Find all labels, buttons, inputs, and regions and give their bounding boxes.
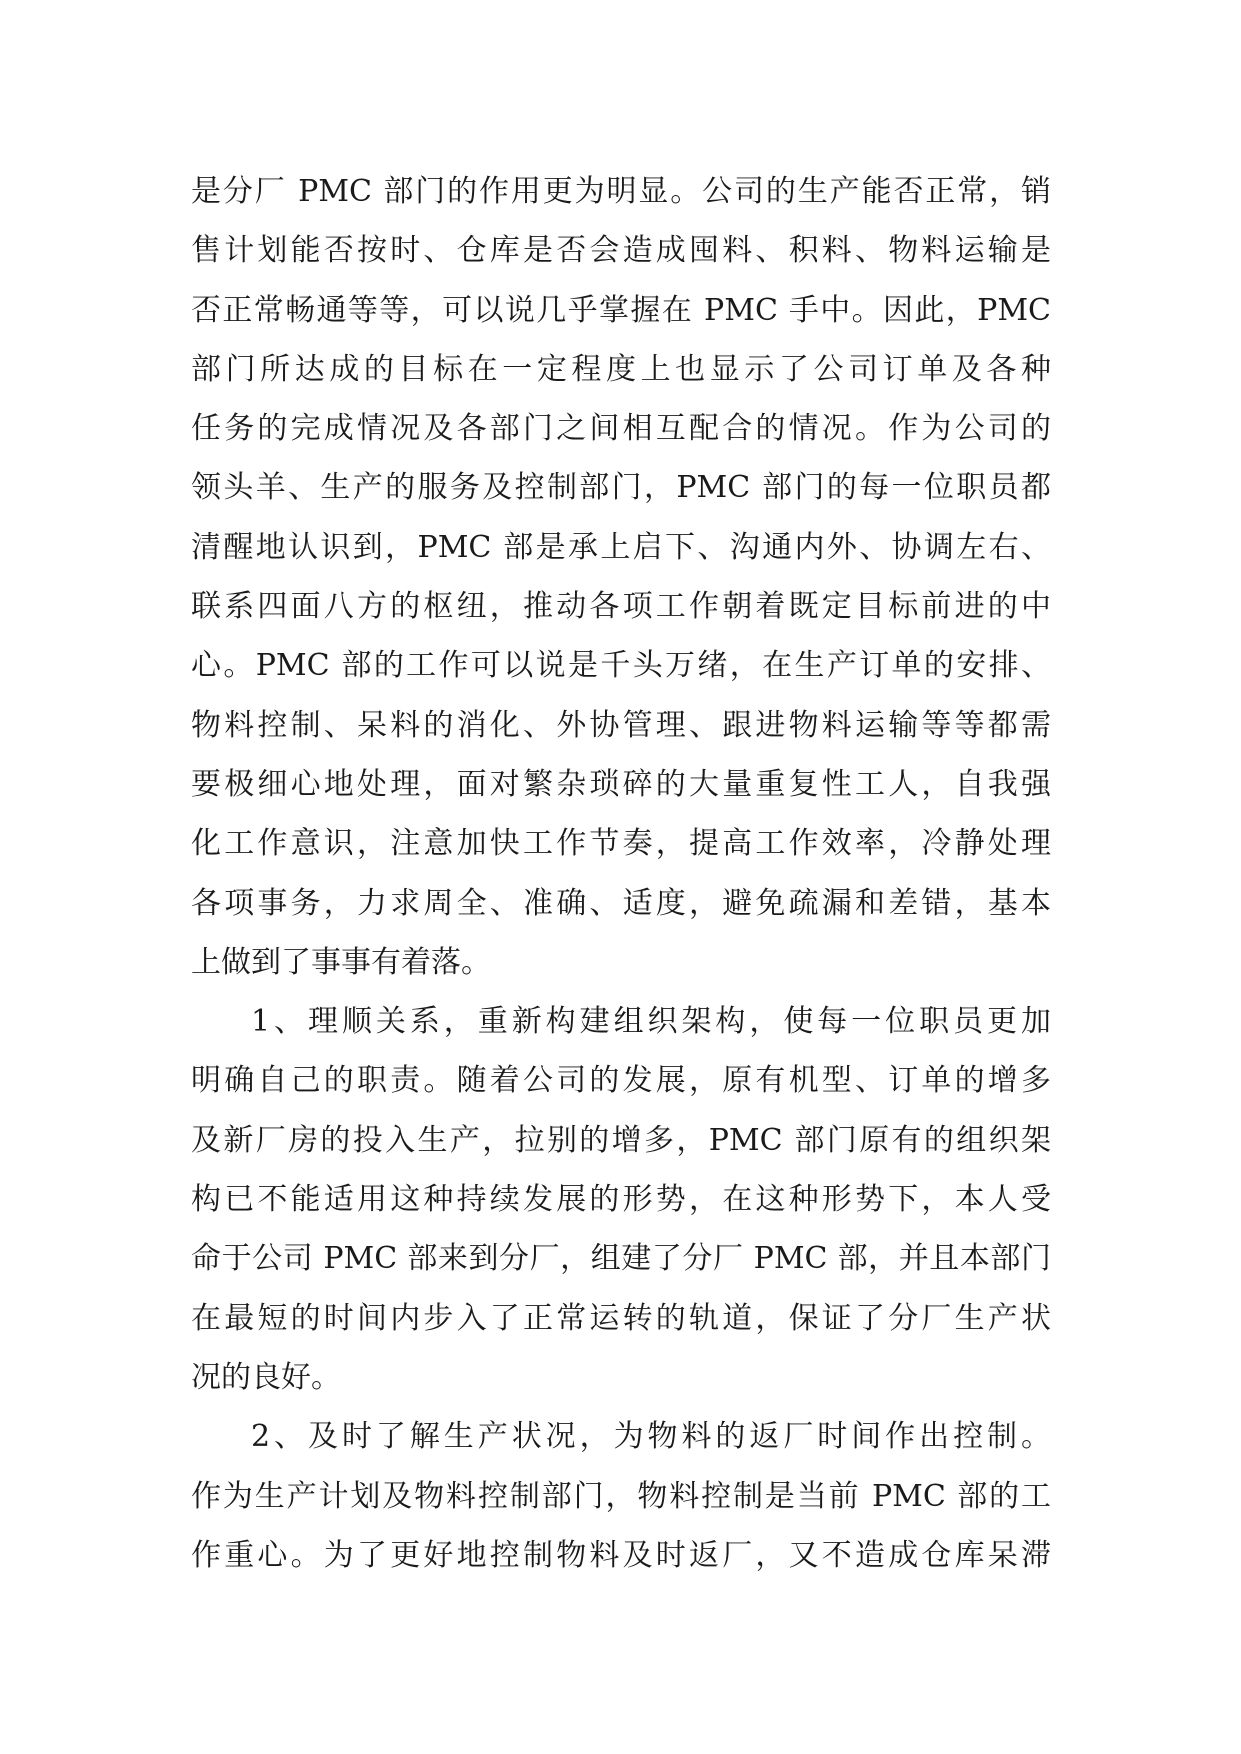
text-line: 命于公司 PMC 部来到分厂，组建了分厂 PMC 部，并且本部门 bbox=[191, 1241, 1051, 1277]
text-line: 要极细心地处理，面对繁杂琐碎的大量重复性工人，自我强 bbox=[191, 766, 1051, 802]
text-line: 售计划能否按时、仓库是否会造成囤料、积料、物料运输是 bbox=[191, 233, 1051, 269]
text-line: 各项事务，力求周全、准确、适度，避免疏漏和差错，基本 bbox=[191, 885, 1051, 921]
text-line: 联系四面八方的枢纽，推动各项工作朝着既定目标前进的中 bbox=[191, 589, 1051, 625]
text-line: 作为生产计划及物料控制部门，物料控制是当前 PMC 部的工 bbox=[191, 1478, 1051, 1514]
text-line: 化工作意识，注意加快工作节奏，提高工作效率，冷静处理 bbox=[191, 826, 1051, 862]
paragraph-first-line: 2、及时了解生产状况，为物料的返厂时间作出控制。 bbox=[251, 1419, 1051, 1455]
text-line: 上做到了事事有着落。 bbox=[191, 944, 491, 980]
text-line: 领头羊、生产的服务及控制部门，PMC 部门的每一位职员都 bbox=[191, 470, 1051, 506]
text-line: 作重心。为了更好地控制物料及时返厂，又不造成仓库呆滞 bbox=[191, 1537, 1051, 1573]
text-line: 是分厂 PMC 部门的作用更为明显。公司的生产能否正常，销 bbox=[191, 174, 1051, 209]
paragraph-first-line: 1、理顺关系，重新构建组织架构，使每一位职员更加 bbox=[251, 1004, 1051, 1040]
text-line: 否正常畅通等等，可以说几乎掌握在 PMC 手中。因此，PMC bbox=[191, 292, 1051, 328]
text-line: 明确自己的职责。随着公司的发展，原有机型、订单的增多 bbox=[191, 1063, 1051, 1099]
text-line: 心。PMC 部的工作可以说是千头万绪，在生产订单的安排、 bbox=[191, 648, 1051, 684]
text-line: 及新厂房的投入生产，拉别的增多，PMC 部门原有的组织架 bbox=[191, 1122, 1051, 1158]
text-line: 清醒地认识到，PMC 部是承上启下、沟通内外、协调左右、 bbox=[191, 529, 1051, 565]
text-line: 任务的完成情况及各部门之间相互配合的情况。作为公司的 bbox=[191, 411, 1051, 447]
text-line: 在最短的时间内步入了正常运转的轨道，保证了分厂生产状 bbox=[191, 1300, 1051, 1336]
text-line: 物料控制、呆料的消化、外协管理、跟进物料运输等等都需 bbox=[191, 707, 1051, 743]
text-line: 构已不能适用这种持续发展的形势，在这种形势下，本人受 bbox=[191, 1182, 1051, 1218]
text-line: 况的良好。 bbox=[191, 1359, 341, 1395]
document-body bbox=[191, 162, 1051, 1585]
text-line: 部门所达成的目标在一定程度上也显示了公司订单及各种 bbox=[191, 351, 1051, 387]
